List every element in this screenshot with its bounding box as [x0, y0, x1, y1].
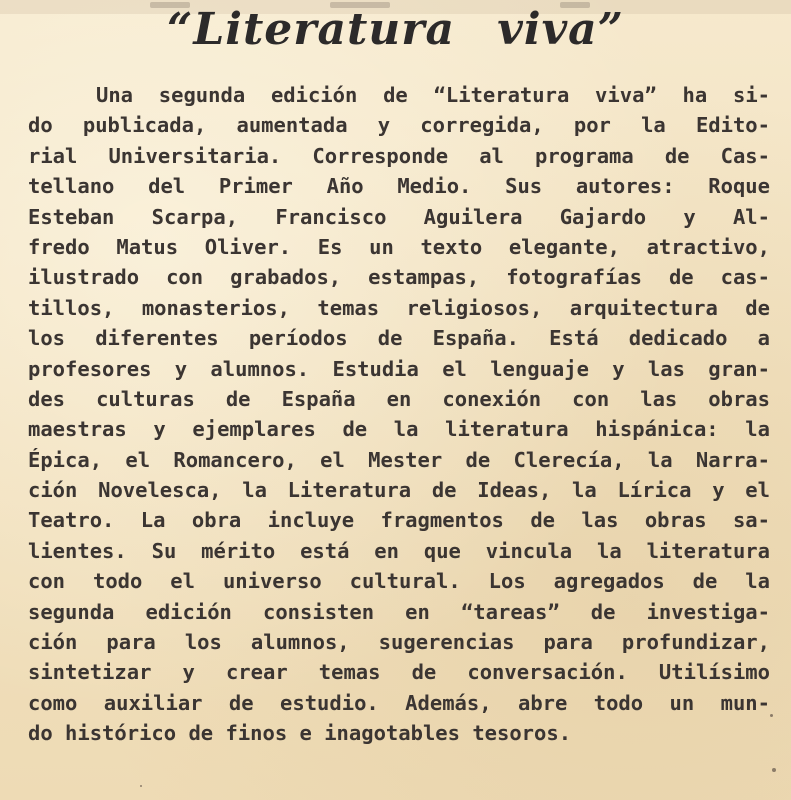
article-line: rial Universitaria. Corresponde al programa de Cas-: [28, 143, 770, 168]
ink-speck: [772, 768, 776, 772]
article-line: fredo Matus Oliver. Es un texto elegante, atractivo,: [28, 234, 770, 259]
article-line: ilustrado con grabados, estampas, fotografías de cas-: [28, 265, 770, 290]
article-line: ción para los alumnos, sugerencias para profundizar,: [28, 630, 770, 655]
article-line: maestras y ejemplares de la literatura hispánica: la: [28, 417, 770, 442]
article-line: profesores y alumnos. Estudia el lenguaje y las gran-: [28, 356, 770, 381]
article-line: do histórico de finos e inagotables tesoros.: [28, 721, 572, 746]
article-line: los diferentes períodos de España. Está dedicado a: [28, 326, 770, 351]
article-line: sintetizar y crear temas de conversación. Utilísimo: [28, 660, 770, 685]
article-line: lientes. Su mérito está en que vincula la literatura: [28, 538, 770, 563]
article-line: Épica, el Romancero, el Mester de Clerecía, la Narra-: [28, 447, 770, 472]
ink-speck: [140, 785, 142, 787]
article-line: Esteban Scarpa, Francisco Aguilera Gajardo y Al-: [28, 204, 770, 229]
article-line: segunda edición consisten en “tareas” de investiga-: [28, 599, 770, 624]
article-line: tellano del Primer Año Medio. Sus autores: Roque: [28, 174, 770, 199]
article-line: ción Novelesca, la Literatura de Ideas, la Lírica y el: [28, 478, 770, 503]
article-line: tillos, monasterios, temas religiosos, arquitectura de: [28, 295, 770, 320]
article-line: con todo el universo cultural. Los agregados de la: [28, 569, 770, 594]
article-headline: “Literatura viva”: [167, 4, 624, 55]
article-body: [28, 80, 770, 749]
article-line: como auxiliar de estudio. Además, abre todo un mun-: [28, 690, 770, 715]
article-line: Teatro. La obra incluye fragmentos de las obras sa-: [28, 508, 770, 533]
ink-speck: [770, 714, 773, 717]
article-line: des culturas de España en conexión con las obras: [28, 386, 770, 411]
article-line: Una segunda edición de “Literatura viva” ha si-: [96, 83, 770, 107]
article-line: do publicada, aumentada y corregida, por la Edito-: [28, 113, 770, 138]
